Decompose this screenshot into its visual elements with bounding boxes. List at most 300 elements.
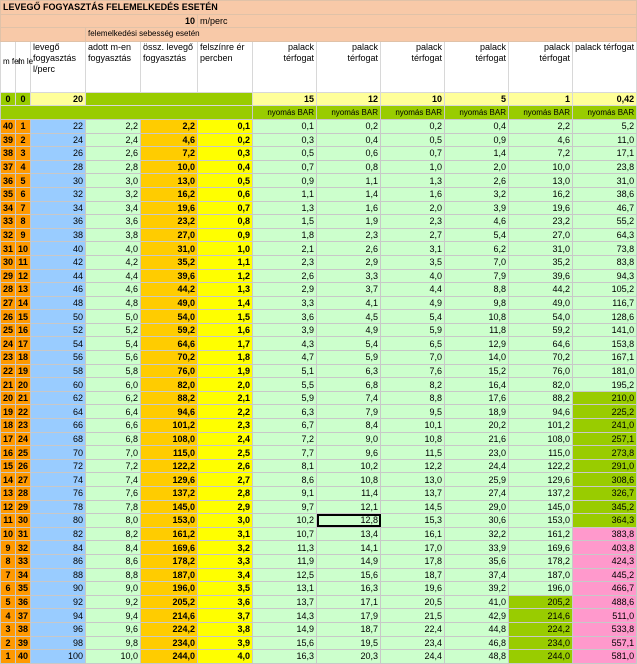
cell-total-consumption[interactable]: 54,0 [141,310,198,324]
cell-depth-down[interactable]: 19 [16,364,31,378]
volume-4[interactable]: 5 [445,92,509,106]
cell-pressure-042[interactable]: 291,0 [573,459,637,473]
cell-pressure-15[interactable]: 11,9 [253,554,317,568]
cell-air-consumption[interactable]: 34 [31,201,86,215]
cell-pressure-12[interactable]: 17,9 [317,609,381,623]
cell-total-consumption[interactable]: 16,2 [141,187,198,201]
cell-pressure-12[interactable]: 18,7 [317,622,381,636]
cell-consumption-at-depth[interactable]: 7,2 [86,459,141,473]
cell-pressure-12[interactable]: 7,4 [317,391,381,405]
cell-consumption-at-depth[interactable]: 2,8 [86,160,141,174]
cell-pressure-12[interactable]: 10,8 [317,473,381,487]
cell-time-to-surface[interactable]: 2,6 [198,459,253,473]
cell-time-to-surface[interactable]: 2,9 [198,500,253,514]
cell-pressure-10[interactable]: 3,5 [381,255,445,269]
cell-pressure-10[interactable]: 2,0 [381,201,445,215]
cell-consumption-at-depth[interactable]: 5,0 [86,310,141,324]
cell-consumption-at-depth[interactable]: 6,0 [86,378,141,392]
cell-pressure-15[interactable]: 8,6 [253,473,317,487]
cell-consumption-at-depth[interactable]: 8,6 [86,554,141,568]
pressure-label-6[interactable]: nyomás BAR [573,106,637,120]
cell-pressure-10[interactable]: 16,1 [381,527,445,541]
cell-air-consumption[interactable]: 86 [31,554,86,568]
cell-depth-down[interactable]: 16 [16,323,31,337]
cell-pressure-042[interactable]: 181,0 [573,364,637,378]
cell-pressure-15[interactable]: 7,7 [253,446,317,460]
cell-consumption-at-depth[interactable]: 7,4 [86,473,141,487]
cell-pressure-10[interactable]: 6,5 [381,337,445,351]
cell-time-to-surface[interactable]: 3,3 [198,554,253,568]
cell-depth-up[interactable]: 7 [1,568,16,582]
cell-pressure-10[interactable]: 4,4 [381,283,445,297]
cell-consumption-at-depth[interactable]: 5,6 [86,351,141,365]
cell-total-consumption[interactable]: 244,0 [141,650,198,664]
cell-pressure-5[interactable]: 42,9 [445,609,509,623]
cell-pressure-5[interactable]: 27,4 [445,487,509,501]
cell-consumption-at-depth[interactable]: 8,0 [86,514,141,528]
cell-pressure-1[interactable]: 2,2 [509,119,573,133]
cell-air-consumption[interactable]: 50 [31,310,86,324]
volume-1[interactable]: 15 [253,92,317,106]
cell-pressure-042[interactable]: 128,6 [573,310,637,324]
cell-pressure-1[interactable]: 153,0 [509,514,573,528]
cell-total-consumption[interactable]: 23,2 [141,215,198,229]
cell-air-consumption[interactable]: 36 [31,215,86,229]
cell-pressure-042[interactable]: 23,8 [573,160,637,174]
cell-depth-down[interactable]: 17 [16,337,31,351]
cell-air-consumption[interactable]: 60 [31,378,86,392]
cell-pressure-5[interactable]: 39,2 [445,582,509,596]
cell-pressure-12[interactable]: 5,9 [317,351,381,365]
cell-depth-up[interactable]: 1 [1,650,16,664]
pressure-label-4[interactable]: nyomás BAR [445,106,509,120]
cell-pressure-12[interactable]: 11,4 [317,487,381,501]
cell-consumption-at-depth[interactable]: 3,2 [86,187,141,201]
cell-pressure-042[interactable]: 195,2 [573,378,637,392]
cell-pressure-12[interactable]: 3,7 [317,283,381,297]
cell-pressure-15[interactable]: 4,3 [253,337,317,351]
cell-consumption-at-depth[interactable]: 9,2 [86,595,141,609]
cell-pressure-15[interactable]: 5,5 [253,378,317,392]
cell-consumption-at-depth[interactable]: 2,2 [86,119,141,133]
cell-pressure-042[interactable]: 17,1 [573,147,637,161]
cell-depth-down[interactable]: 40 [16,650,31,664]
cell-pressure-5[interactable]: 7,0 [445,255,509,269]
cell-depth-up[interactable]: 24 [1,337,16,351]
cell-consumption-at-depth[interactable]: 9,6 [86,622,141,636]
cell-air-consumption[interactable]: 98 [31,636,86,650]
cell-air-consumption[interactable]: 84 [31,541,86,555]
cell-total-consumption[interactable]: 153,0 [141,514,198,528]
cell-pressure-5[interactable]: 18,9 [445,405,509,419]
cell-total-consumption[interactable]: 122,2 [141,459,198,473]
cell-time-to-surface[interactable]: 3,6 [198,595,253,609]
cell-consumption-at-depth[interactable]: 2,4 [86,133,141,147]
cell-air-consumption[interactable]: 92 [31,595,86,609]
cell-pressure-12[interactable]: 2,3 [317,228,381,242]
cell-consumption-at-depth[interactable]: 4,0 [86,242,141,256]
cell-depth-up[interactable]: 22 [1,364,16,378]
cell-air-consumption[interactable]: 94 [31,609,86,623]
cell-pressure-042[interactable]: 116,7 [573,296,637,310]
cell-pressure-5[interactable]: 48,8 [445,650,509,664]
cell-pressure-5[interactable]: 32,2 [445,527,509,541]
cell-consumption-at-depth[interactable]: 9,8 [86,636,141,650]
cell-pressure-10[interactable]: 14,5 [381,500,445,514]
cell-pressure-042[interactable]: 64,3 [573,228,637,242]
cell-depth-up[interactable]: 25 [1,323,16,337]
cell-consumption-at-depth[interactable]: 5,8 [86,364,141,378]
cell-pressure-10[interactable]: 24,4 [381,650,445,664]
sheet-title[interactable]: LEVEGŐ FOGYASZTÁS FELEMELKEDÉS ESETÉN [1,1,637,15]
cell-consumption-at-depth[interactable]: 7,6 [86,487,141,501]
cell-pressure-12[interactable]: 5,4 [317,337,381,351]
cell-pressure-5[interactable]: 0,9 [445,133,509,147]
cell-pressure-10[interactable]: 17,8 [381,554,445,568]
cell-pressure-15[interactable]: 0,3 [253,133,317,147]
cell-total-consumption[interactable]: 214,6 [141,609,198,623]
cell-pressure-042[interactable]: 5,2 [573,119,637,133]
cell-pressure-15[interactable]: 8,1 [253,459,317,473]
cell-pressure-15[interactable]: 14,3 [253,609,317,623]
cell-pressure-15[interactable]: 6,7 [253,419,317,433]
cell-pressure-12[interactable]: 2,6 [317,242,381,256]
cell-pressure-5[interactable]: 33,9 [445,541,509,555]
cell-pressure-15[interactable]: 1,8 [253,228,317,242]
cell-pressure-042[interactable]: 55,2 [573,215,637,229]
cell-pressure-1[interactable]: 145,0 [509,500,573,514]
cell-pressure-15[interactable]: 11,3 [253,541,317,555]
cell-consumption-at-depth[interactable]: 7,0 [86,446,141,460]
cell-pressure-15[interactable]: 1,1 [253,187,317,201]
cell-pressure-1[interactable]: 70,2 [509,351,573,365]
cell-total-consumption[interactable]: 145,0 [141,500,198,514]
cell-pressure-10[interactable]: 8,2 [381,378,445,392]
cell-depth-down[interactable]: 25 [16,446,31,460]
cell-pressure-15[interactable]: 13,7 [253,595,317,609]
cell-depth-down[interactable]: 38 [16,622,31,636]
cell-depth-down[interactable]: 35 [16,582,31,596]
pressure-label-2[interactable]: nyomás BAR [317,106,381,120]
cell-pressure-042[interactable]: 153,8 [573,337,637,351]
cell-pressure-12[interactable]: 14,1 [317,541,381,555]
cell-pressure-5[interactable]: 7,9 [445,269,509,283]
cell-total-consumption[interactable]: 101,2 [141,419,198,433]
cell-consumption-at-depth[interactable]: 9,0 [86,582,141,596]
cell-pressure-12[interactable]: 8,4 [317,419,381,433]
cell-pressure-12[interactable]: 6,3 [317,364,381,378]
cell-depth-down[interactable]: 26 [16,459,31,473]
cell-time-to-surface[interactable]: 2,3 [198,419,253,433]
cell-depth-up[interactable]: 40 [1,119,16,133]
cell-pressure-15[interactable]: 2,9 [253,283,317,297]
cell-pressure-042[interactable]: 557,1 [573,636,637,650]
cell-depth-down[interactable]: 37 [16,609,31,623]
cell-pressure-042[interactable]: 466,7 [573,582,637,596]
header-adott[interactable]: adott m-en fogyasztás [86,41,141,92]
cell-pressure-12[interactable]: 4,9 [317,323,381,337]
cell-air-consumption[interactable]: 32 [31,187,86,201]
cell-time-to-surface[interactable]: 3,5 [198,582,253,596]
header-palack-6[interactable]: palack térfogat [573,41,637,92]
cell-pressure-1[interactable]: 101,2 [509,419,573,433]
pressure-label-3[interactable]: nyomás BAR [381,106,445,120]
cell-pressure-042[interactable]: 167,1 [573,351,637,365]
cell-pressure-15[interactable]: 1,5 [253,215,317,229]
cell-time-to-surface[interactable]: 3,2 [198,541,253,555]
cell-pressure-1[interactable]: 234,0 [509,636,573,650]
cell-consumption-at-depth[interactable]: 5,2 [86,323,141,337]
cell-depth-up[interactable]: 36 [1,174,16,188]
cell-pressure-042[interactable]: 424,3 [573,554,637,568]
cell-pressure-12[interactable]: 20,3 [317,650,381,664]
cell-pressure-042[interactable]: 225,2 [573,405,637,419]
cell-depth-up[interactable]: 31 [1,242,16,256]
cell-time-to-surface[interactable]: 0,1 [198,119,253,133]
cell-pressure-1[interactable]: 16,2 [509,187,573,201]
sub-cell-levego[interactable]: 20 [31,92,86,106]
cell-depth-down[interactable]: 14 [16,296,31,310]
cell-depth-up[interactable]: 10 [1,527,16,541]
cell-pressure-10[interactable]: 10,8 [381,432,445,446]
header-palack-1[interactable]: palack térfogat [253,41,317,92]
cell-air-consumption[interactable]: 22 [31,119,86,133]
cell-depth-up[interactable]: 23 [1,351,16,365]
cell-depth-down[interactable]: 29 [16,500,31,514]
cell-total-consumption[interactable]: 129,6 [141,473,198,487]
cell-pressure-10[interactable]: 2,3 [381,215,445,229]
cell-time-to-surface[interactable]: 3,7 [198,609,253,623]
cell-air-consumption[interactable]: 52 [31,323,86,337]
cell-total-consumption[interactable]: 35,2 [141,255,198,269]
cell-time-to-surface[interactable]: 0,2 [198,133,253,147]
cell-time-to-surface[interactable]: 0,3 [198,147,253,161]
cell-pressure-12[interactable]: 1,1 [317,174,381,188]
cell-pressure-042[interactable]: 257,1 [573,432,637,446]
cell-pressure-5[interactable]: 5,4 [445,228,509,242]
cell-time-to-surface[interactable]: 0,4 [198,160,253,174]
cell-depth-up[interactable]: 15 [1,459,16,473]
cell-pressure-5[interactable]: 20,2 [445,419,509,433]
cell-air-consumption[interactable]: 90 [31,582,86,596]
cell-air-consumption[interactable]: 24 [31,133,86,147]
cell-depth-down[interactable]: 27 [16,473,31,487]
cell-time-to-surface[interactable]: 2,5 [198,446,253,460]
cell-air-consumption[interactable]: 82 [31,527,86,541]
cell-pressure-15[interactable]: 3,6 [253,310,317,324]
cell-pressure-10[interactable]: 8,8 [381,391,445,405]
header-palack-4[interactable]: palack térfogat [445,41,509,92]
cell-pressure-10[interactable]: 19,6 [381,582,445,596]
cell-depth-up[interactable]: 38 [1,147,16,161]
cell-total-consumption[interactable]: 64,6 [141,337,198,351]
cell-time-to-surface[interactable]: 1,1 [198,255,253,269]
cell-pressure-042[interactable]: 210,0 [573,391,637,405]
cell-depth-up[interactable]: 4 [1,609,16,623]
cell-pressure-1[interactable]: 244,0 [509,650,573,664]
cell-depth-down[interactable]: 30 [16,514,31,528]
cell-total-consumption[interactable]: 31,0 [141,242,198,256]
cell-pressure-10[interactable]: 1,6 [381,187,445,201]
cell-consumption-at-depth[interactable]: 8,8 [86,568,141,582]
cell-pressure-5[interactable]: 11,8 [445,323,509,337]
cell-consumption-at-depth[interactable]: 4,6 [86,283,141,297]
cell-time-to-surface[interactable]: 2,8 [198,487,253,501]
cell-pressure-1[interactable]: 187,0 [509,568,573,582]
cell-pressure-15[interactable]: 2,6 [253,269,317,283]
cell-total-consumption[interactable]: 49,0 [141,296,198,310]
cell-consumption-at-depth[interactable]: 2,6 [86,147,141,161]
cell-pressure-1[interactable]: 115,0 [509,446,573,460]
cell-pressure-042[interactable]: 11,0 [573,133,637,147]
cell-consumption-at-depth[interactable]: 4,8 [86,296,141,310]
cell-consumption-at-depth[interactable]: 6,6 [86,419,141,433]
cell-pressure-1[interactable]: 31,0 [509,242,573,256]
cell-pressure-15[interactable]: 6,3 [253,405,317,419]
cell-pressure-10[interactable]: 11,5 [381,446,445,460]
cell-depth-up[interactable]: 29 [1,269,16,283]
volume-2[interactable]: 12 [317,92,381,106]
cell-total-consumption[interactable]: 76,0 [141,364,198,378]
cell-air-consumption[interactable]: 28 [31,160,86,174]
cell-time-to-surface[interactable]: 1,6 [198,323,253,337]
volume-3[interactable]: 10 [381,92,445,106]
cell-pressure-15[interactable]: 2,3 [253,255,317,269]
cell-pressure-10[interactable]: 7,6 [381,364,445,378]
cell-pressure-12[interactable]: 12,1 [317,500,381,514]
cell-pressure-5[interactable]: 16,4 [445,378,509,392]
cell-pressure-12[interactable]: 0,8 [317,160,381,174]
cell-air-consumption[interactable]: 100 [31,650,86,664]
cell-pressure-1[interactable]: 178,2 [509,554,573,568]
cell-pressure-15[interactable]: 2,1 [253,242,317,256]
cell-depth-down[interactable]: 39 [16,636,31,650]
cell-pressure-10[interactable]: 0,7 [381,147,445,161]
cell-time-to-surface[interactable]: 0,6 [198,187,253,201]
cell-depth-up[interactable]: 33 [1,215,16,229]
cell-pressure-042[interactable]: 38,6 [573,187,637,201]
cell-total-consumption[interactable]: 44,2 [141,283,198,297]
cell-time-to-surface[interactable]: 3,4 [198,568,253,582]
cell-pressure-5[interactable]: 41,0 [445,595,509,609]
volume-6[interactable]: 0,42 [573,92,637,106]
cell-pressure-5[interactable]: 17,6 [445,391,509,405]
cell-depth-up[interactable]: 3 [1,622,16,636]
cell-total-consumption[interactable]: 82,0 [141,378,198,392]
cell-depth-down[interactable]: 22 [16,405,31,419]
cell-consumption-at-depth[interactable]: 9,4 [86,609,141,623]
cell-depth-down[interactable]: 6 [16,187,31,201]
cell-pressure-12[interactable]: 1,6 [317,201,381,215]
speed-label[interactable]: felemelkedési sebesség esetén [86,28,637,42]
cell-total-consumption[interactable]: 224,2 [141,622,198,636]
cell-time-to-surface[interactable]: 2,4 [198,432,253,446]
cell-pressure-1[interactable]: 161,2 [509,527,573,541]
cell-pressure-1[interactable]: 94,6 [509,405,573,419]
cell-consumption-at-depth[interactable]: 6,2 [86,391,141,405]
cell-depth-up[interactable]: 19 [1,405,16,419]
cell-pressure-5[interactable]: 29,0 [445,500,509,514]
cell-depth-down[interactable]: 18 [16,351,31,365]
cell-pressure-12[interactable]: 9,0 [317,432,381,446]
cell-consumption-at-depth[interactable]: 6,4 [86,405,141,419]
cell-depth-down[interactable]: 15 [16,310,31,324]
cell-pressure-10[interactable]: 9,5 [381,405,445,419]
cell-pressure-1[interactable]: 169,6 [509,541,573,555]
cell-pressure-042[interactable]: 241,0 [573,419,637,433]
cell-pressure-12[interactable]: 9,6 [317,446,381,460]
cell-depth-up[interactable]: 9 [1,541,16,555]
cell-pressure-5[interactable]: 21,6 [445,432,509,446]
cell-pressure-12[interactable]: 0,4 [317,133,381,147]
cell-pressure-12[interactable]: 1,4 [317,187,381,201]
cell-pressure-10[interactable]: 1,3 [381,174,445,188]
cell-air-consumption[interactable]: 66 [31,419,86,433]
cell-air-consumption[interactable]: 78 [31,500,86,514]
cell-pressure-1[interactable]: 7,2 [509,147,573,161]
cell-consumption-at-depth[interactable]: 3,8 [86,228,141,242]
cell-pressure-15[interactable]: 0,1 [253,119,317,133]
cell-pressure-1[interactable]: 196,0 [509,582,573,596]
cell-pressure-12[interactable]: 12,8 [317,514,381,528]
cell-consumption-at-depth[interactable]: 4,2 [86,255,141,269]
cell-depth-down[interactable]: 10 [16,242,31,256]
cell-time-to-surface[interactable]: 3,0 [198,514,253,528]
cell-depth-up[interactable]: 35 [1,187,16,201]
cell-pressure-042[interactable]: 46,7 [573,201,637,215]
cell-total-consumption[interactable]: 2,2 [141,119,198,133]
cell-consumption-at-depth[interactable]: 5,4 [86,337,141,351]
cell-pressure-1[interactable]: 35,2 [509,255,573,269]
cell-pressure-10[interactable]: 20,5 [381,595,445,609]
cell-depth-down[interactable]: 9 [16,228,31,242]
cell-pressure-1[interactable]: 137,2 [509,487,573,501]
cell-pressure-15[interactable]: 1,3 [253,201,317,215]
cell-pressure-12[interactable]: 19,5 [317,636,381,650]
cell-air-consumption[interactable]: 58 [31,364,86,378]
cell-depth-down[interactable]: 11 [16,255,31,269]
cell-pressure-5[interactable]: 9,8 [445,296,509,310]
cell-total-consumption[interactable]: 10,0 [141,160,198,174]
cell-pressure-1[interactable]: 224,2 [509,622,573,636]
cell-pressure-1[interactable]: 44,2 [509,283,573,297]
cell-pressure-15[interactable]: 9,7 [253,500,317,514]
cell-pressure-1[interactable]: 76,0 [509,364,573,378]
cell-total-consumption[interactable]: 88,2 [141,391,198,405]
cell-air-consumption[interactable]: 96 [31,622,86,636]
cell-total-consumption[interactable]: 94,6 [141,405,198,419]
cell-depth-up[interactable]: 28 [1,283,16,297]
cell-total-consumption[interactable]: 70,2 [141,351,198,365]
cell-total-consumption[interactable]: 27,0 [141,228,198,242]
cell-total-consumption[interactable]: 13,0 [141,174,198,188]
cell-consumption-at-depth[interactable]: 3,6 [86,215,141,229]
cell-pressure-12[interactable]: 6,8 [317,378,381,392]
cell-air-consumption[interactable]: 74 [31,473,86,487]
cell-pressure-5[interactable]: 3,9 [445,201,509,215]
cell-time-to-surface[interactable]: 1,2 [198,269,253,283]
cell-pressure-10[interactable]: 1,0 [381,160,445,174]
cell-depth-up[interactable]: 21 [1,378,16,392]
cell-total-consumption[interactable]: 19,6 [141,201,198,215]
cell-air-consumption[interactable]: 68 [31,432,86,446]
cell-air-consumption[interactable]: 30 [31,174,86,188]
cell-pressure-5[interactable]: 14,0 [445,351,509,365]
cell-pressure-1[interactable]: 4,6 [509,133,573,147]
cell-time-to-surface[interactable]: 1,8 [198,351,253,365]
cell-pressure-10[interactable]: 21,5 [381,609,445,623]
cell-pressure-15[interactable]: 9,1 [253,487,317,501]
